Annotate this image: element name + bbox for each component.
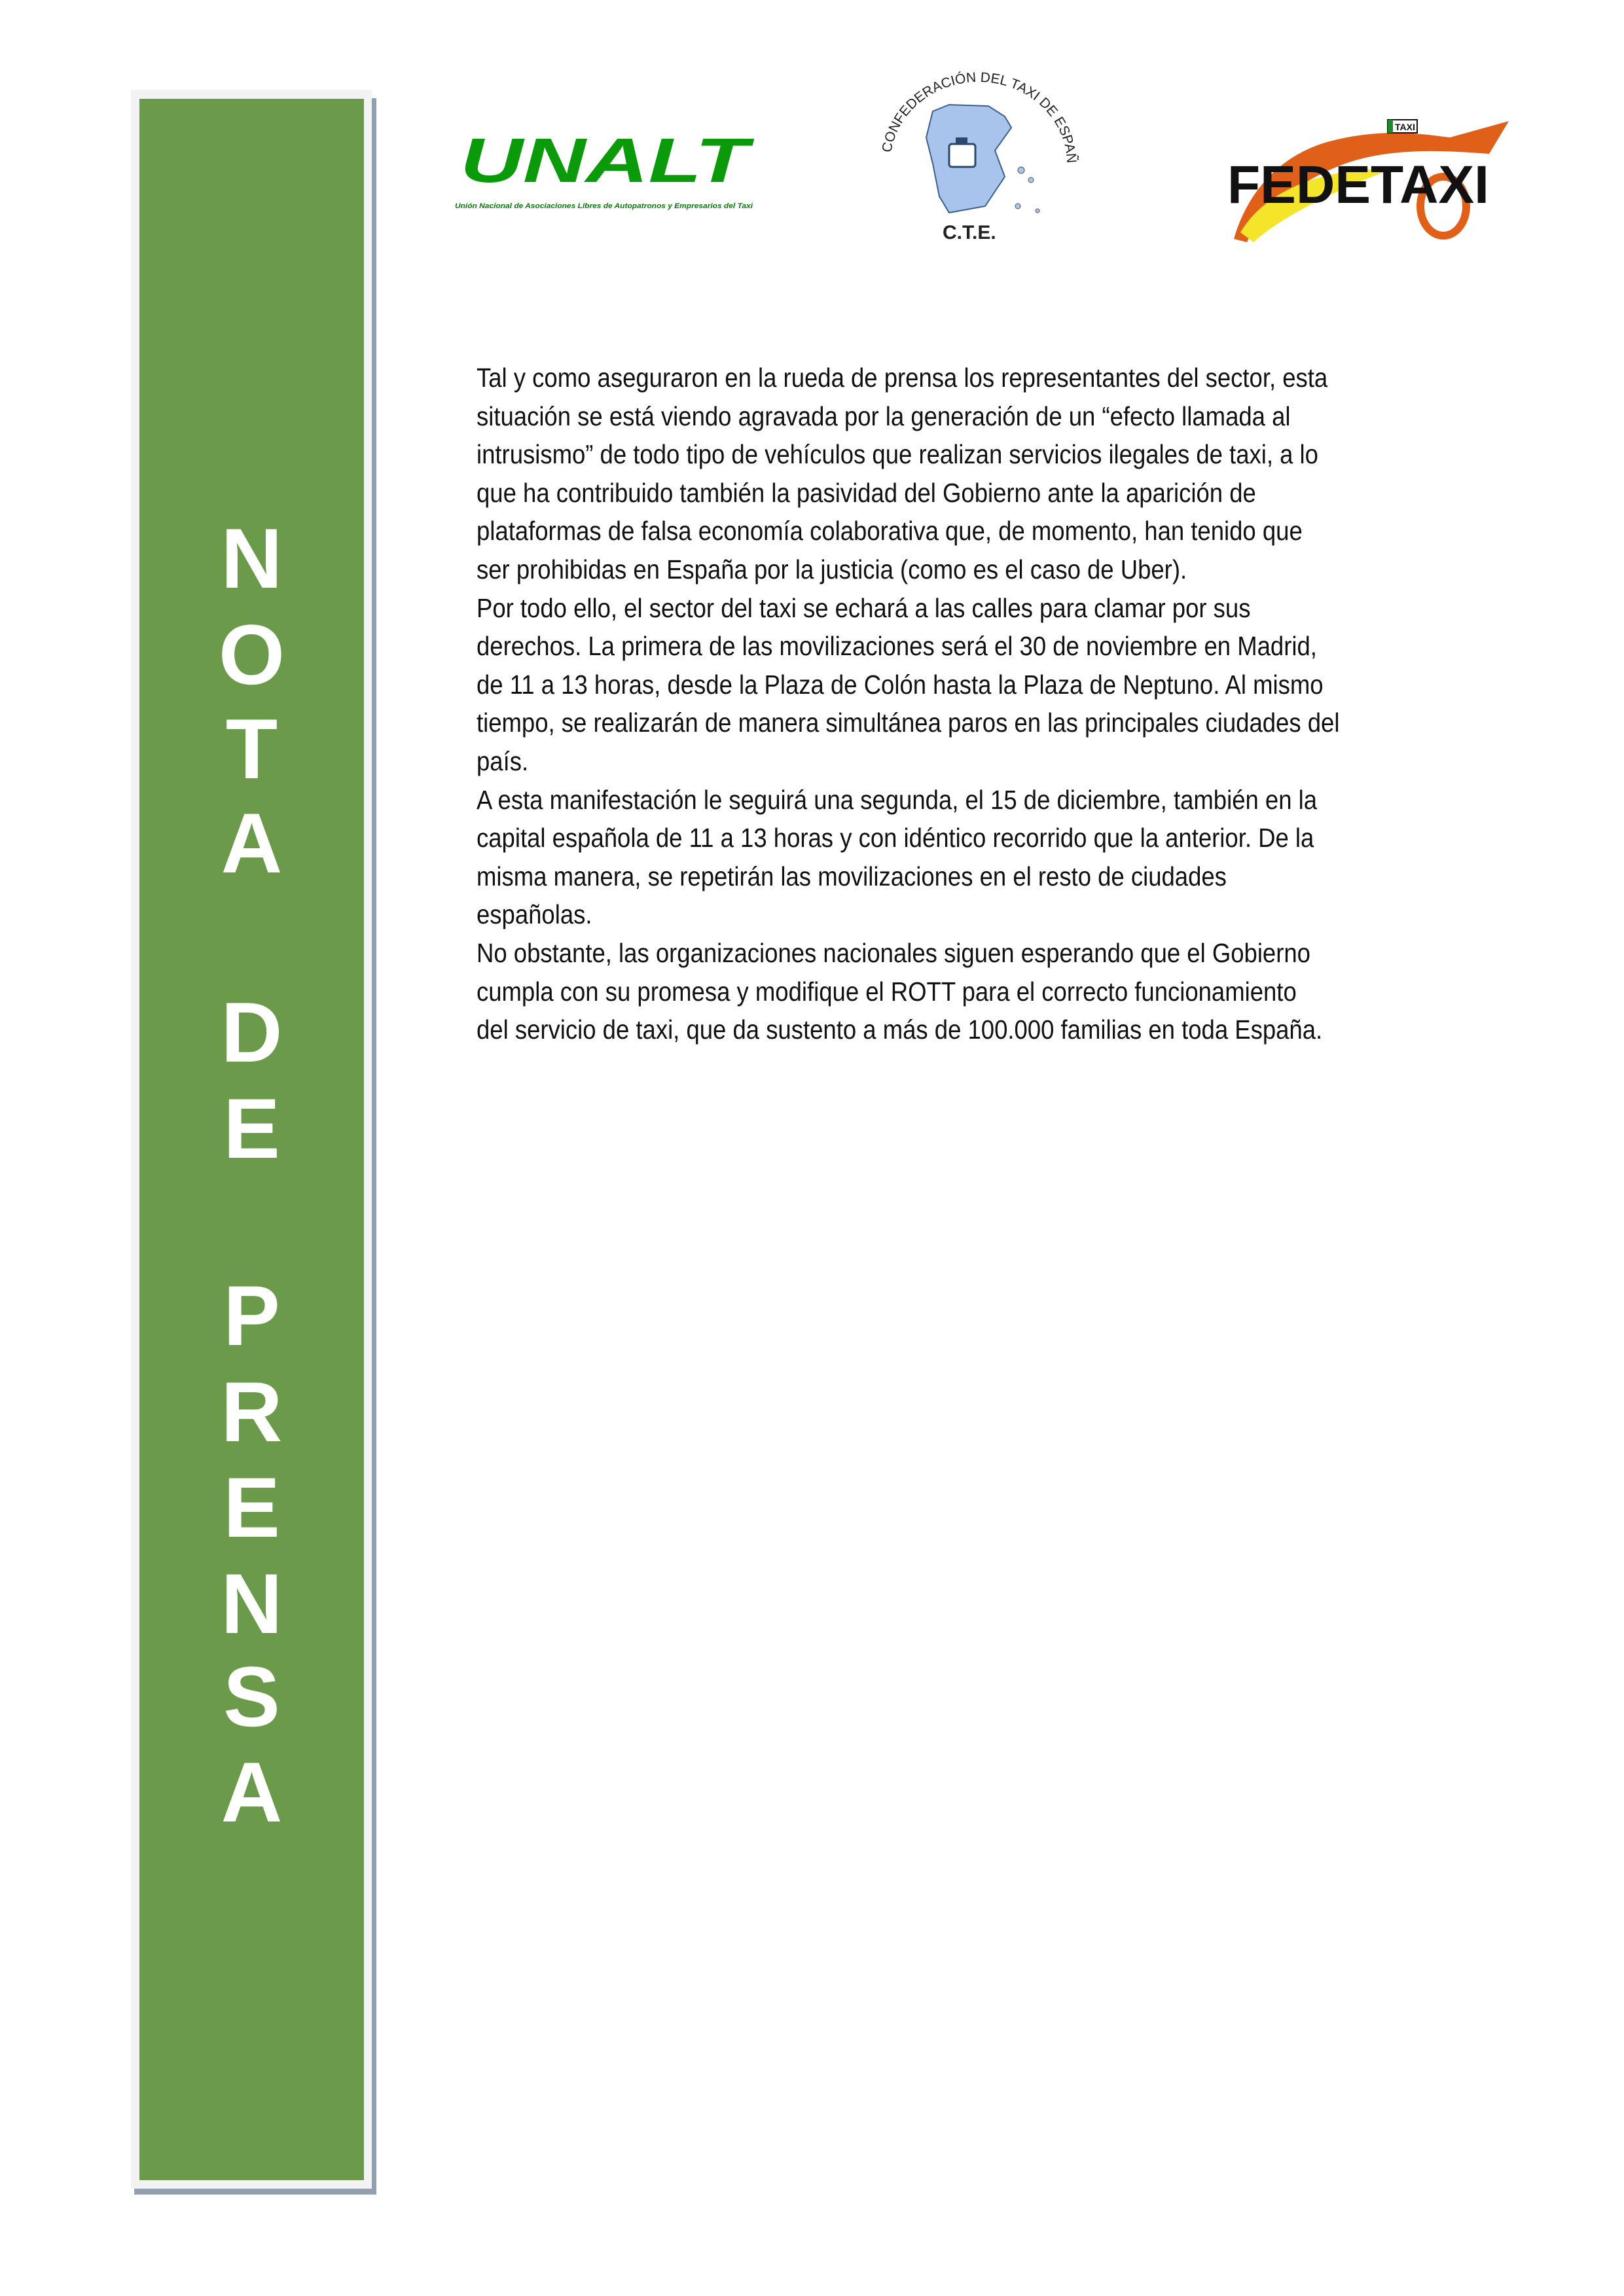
body-text-line: del servicio de taxi, que da sustento a más de 100.000 familias en toda España.: [477, 1014, 1323, 1045]
fedetaxi-logo: [1227, 115, 1515, 249]
body-text-line: capital española de 11 a 13 horas y con idéntico recorrido que la anterior. De la: [477, 823, 1314, 853]
body-text-line: que ha contribuido también la pasividad del Gobierno ante la aparición de: [477, 477, 1256, 508]
svg-text:Unión Nacional de Asociaciones: Unión Nacional de Asociaciones Libres de Autopatronos y Empresarios del Taxi: [455, 202, 754, 210]
body-text-line: plataformas de falsa economía colaborativa que, de momento, han tenido que: [477, 516, 1303, 547]
svg-text:CONFEDERACIÓN DEL TAXI DE ESPA: CONFEDERACIÓN DEL TAXI DE ESPAÑ: [879, 69, 1079, 164]
svg-text:FEDETAXI: FEDETAXI: [1227, 155, 1489, 215]
sidebar-title-letter: R: [221, 1364, 283, 1460]
sidebar-title-letter: A: [221, 1744, 283, 1840]
sidebar-title-letter: A: [221, 795, 283, 891]
sidebar-title-letter: E: [223, 1081, 280, 1176]
body-text-line: derechos. La primera de las movilizaciones será el 30 de noviembre en Madrid,: [477, 631, 1317, 662]
body-text-line: tiempo, se realizarán de manera simultánea paros en las principales ciudades del: [477, 708, 1340, 738]
body-text-line: A esta manifestación le seguirá una segunda, el 15 de diciembre, también en la: [477, 784, 1318, 815]
body-text-line: cumpla con su promesa y modifique el ROTT para el correcto funcionamiento: [477, 976, 1297, 1007]
body-text-line: Tal y como aseguraron en la rueda de prensa los representantes del sector, esta: [477, 363, 1328, 393]
body-text-line: de 11 a 13 horas, desde la Plaza de Colón hasta la Plaza de Neptuno. Al mismo: [477, 669, 1324, 700]
sidebar-title-letter: P: [223, 1268, 280, 1363]
svg-text:C.T.E.: C.T.E.: [943, 222, 996, 243]
body-text-line: No obstante, las organizaciones nacionales siguen esperando que el Gobierno: [477, 938, 1310, 968]
sidebar-title-letter: S: [223, 1649, 280, 1744]
body-text-line: intrusismo” de todo tipo de vehículos que realizan servicios ilegales de taxi, a lo: [477, 439, 1318, 470]
svg-text:UNALT: UNALT: [460, 131, 755, 196]
svg-text:TAXI: TAXI: [1395, 122, 1415, 132]
body-text-line: españolas.: [477, 899, 592, 930]
unalt-logo: [455, 131, 756, 219]
body-text-line: Por todo ello, el sector del taxi se echará a las calles para clamar por sus: [477, 592, 1251, 623]
sidebar-title-letter: T: [225, 701, 278, 797]
sidebar-title-letter: D: [221, 984, 283, 1080]
sidebar-title-letter: N: [221, 511, 283, 606]
sidebar-title-letter: O: [218, 607, 285, 702]
sidebar-title-letter: E: [223, 1460, 280, 1555]
cte-logo: [871, 65, 1093, 252]
body-text-line: ser prohibidas en España por la justicia (como es el caso de Uber).: [477, 554, 1187, 584]
sidebar-title-letter: N: [221, 1556, 283, 1651]
body-text-line: país.: [477, 746, 529, 776]
body-text-line: situación se está viendo agravada por la generación de un “efecto llamada al: [477, 401, 1291, 431]
body-text-line: misma manera, se repetirán las movilizaciones en el resto de ciudades: [477, 861, 1227, 891]
